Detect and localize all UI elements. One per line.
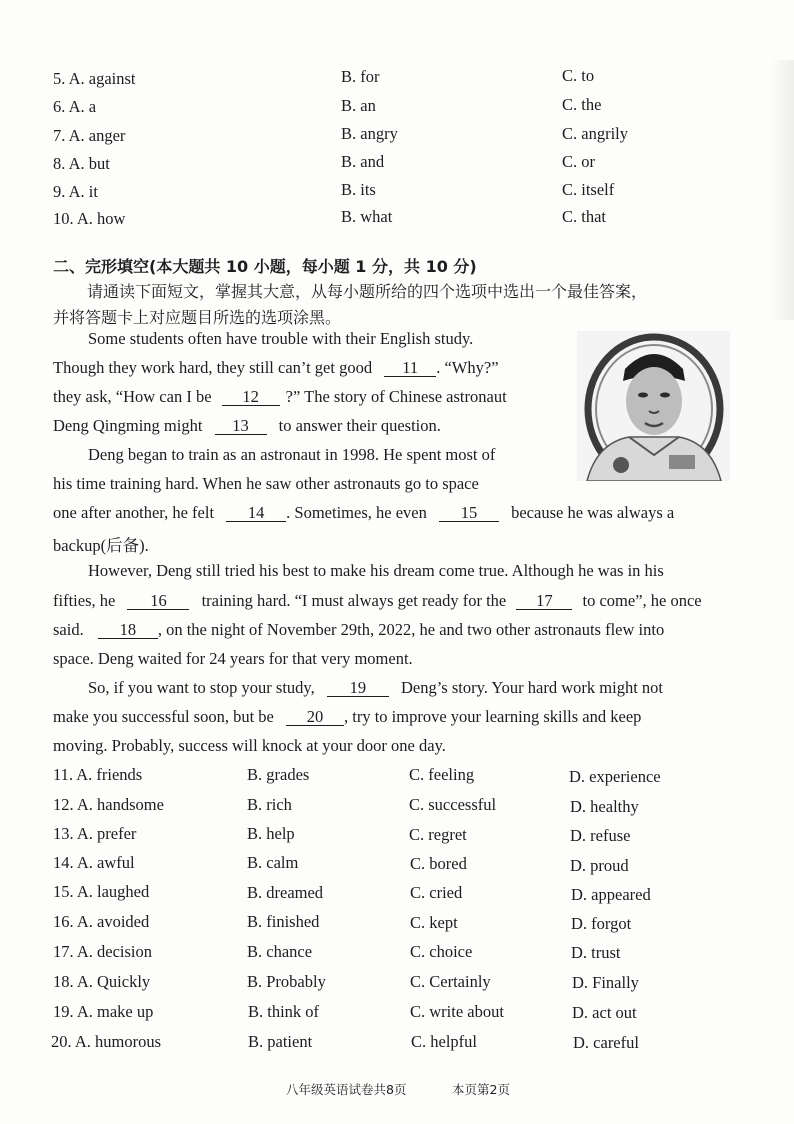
blank-17: 17 bbox=[516, 593, 572, 610]
passage-line: space. Deng waited for 24 years for that very moment. bbox=[53, 649, 413, 668]
option-8c: C. or bbox=[562, 152, 595, 171]
passage-line: moving. Probably, success will knock at your door one day. bbox=[53, 736, 446, 755]
option-14a: 14. A. awful bbox=[53, 853, 135, 872]
scan-edge-shadow bbox=[770, 60, 794, 320]
option-16a: 16. A. avoided bbox=[53, 912, 150, 931]
passage-line: However, Deng still tried his best to make his dream come true. Although he was in his bbox=[88, 561, 664, 580]
blank-14: 14 bbox=[226, 505, 286, 522]
option-20d: D. careful bbox=[573, 1033, 639, 1052]
option-11d: D. experience bbox=[569, 767, 661, 786]
option-6a: 6. A. a bbox=[53, 97, 97, 116]
option-14c: C. bored bbox=[410, 854, 467, 873]
blank-16: 16 bbox=[127, 593, 189, 610]
option-5c: C. to bbox=[562, 66, 595, 85]
option-18d: D. Finally bbox=[572, 973, 639, 992]
option-18a: 18. A. Quickly bbox=[53, 972, 151, 991]
passage-line: Deng Qingming might 13 to answer their question. bbox=[53, 416, 441, 435]
option-10b: B. what bbox=[341, 207, 393, 226]
option-5a: 5. A. against bbox=[53, 69, 136, 88]
option-13b: B. help bbox=[247, 824, 295, 843]
option-7c: C. angrily bbox=[562, 124, 628, 143]
blank-20: 20 bbox=[286, 709, 344, 726]
option-5b: B. for bbox=[341, 67, 380, 86]
option-8b: B. and bbox=[341, 152, 385, 171]
option-20c: C. helpful bbox=[411, 1032, 477, 1051]
option-12b: B. rich bbox=[247, 795, 292, 814]
option-20b: B. patient bbox=[248, 1032, 313, 1051]
option-17a: 17. A. decision bbox=[53, 942, 152, 961]
option-15a: 15. A. laughed bbox=[53, 882, 150, 901]
option-15b: B. dreamed bbox=[247, 883, 324, 902]
option-18b: B. Probably bbox=[247, 972, 326, 991]
option-18c: C. Certainly bbox=[410, 972, 491, 991]
passage-line: backup(后备). bbox=[53, 536, 149, 555]
blank-19: 19 bbox=[327, 680, 389, 697]
option-19b: B. think of bbox=[248, 1002, 320, 1021]
option-14b: B. calm bbox=[247, 853, 299, 872]
option-11c: C. feeling bbox=[409, 765, 475, 784]
instruction-line-2: 并将答题卡上对应题目所选的选项涂黑。 bbox=[53, 308, 342, 327]
option-6b: B. an bbox=[341, 96, 376, 115]
option-6c: C. the bbox=[562, 95, 602, 114]
footer-page-number: 本页第2页 bbox=[452, 1082, 510, 1097]
blank-15: 15 bbox=[439, 505, 499, 522]
option-19a: 19. A. make up bbox=[53, 1002, 154, 1021]
option-17b: B. chance bbox=[247, 942, 313, 961]
blank-18: 18 bbox=[98, 622, 158, 639]
option-12a: 12. A. handsome bbox=[53, 795, 164, 814]
instruction-line-1: 请通读下面短文，掌握其大意，从每小题所给的四个选项中选出一个最佳答案， bbox=[87, 282, 648, 301]
option-17d: D. trust bbox=[571, 943, 621, 962]
blank-11: 11 bbox=[384, 360, 436, 377]
passage-line: fifties, he 16 training hard. “I must always get ready for the 17 to come”, he once bbox=[53, 591, 702, 610]
option-9c: C. itself bbox=[562, 180, 615, 199]
section-heading: 二、完形填空(本大题共 10 小题，每小题 1 分，共 10 分) bbox=[53, 257, 477, 276]
passage-line: make you successful soon, but be 20 , try to improve your learning skills and keep bbox=[53, 707, 642, 726]
passage-line: said. 18 , on the night of November 29th, 2022, he and two other astronauts flew into bbox=[53, 620, 665, 639]
passage-line: Though they work hard, they still can’t get good 11 . “Why?” bbox=[53, 358, 499, 377]
option-9a: 9. A. it bbox=[53, 182, 98, 201]
option-13d: D. refuse bbox=[570, 826, 631, 845]
option-10a: 10. A. how bbox=[53, 209, 126, 228]
option-19d: D. act out bbox=[572, 1003, 637, 1022]
option-13c: C. regret bbox=[409, 825, 467, 844]
passage-line: Deng began to train as an astronaut in 1998. He spent most of bbox=[88, 445, 496, 464]
option-11b: B. grades bbox=[247, 765, 310, 784]
option-16d: D. forgot bbox=[571, 914, 632, 933]
option-15c: C. cried bbox=[410, 883, 463, 902]
option-10c: C. that bbox=[562, 207, 606, 226]
passage-line: one after another, he felt 14 . Sometimes, he even 15 because he was always a bbox=[53, 503, 675, 522]
option-8a: 8. A. but bbox=[53, 154, 110, 173]
option-9b: B. its bbox=[341, 180, 376, 199]
option-20a: 20. A. humorous bbox=[51, 1032, 162, 1051]
astronaut-photo bbox=[577, 331, 730, 481]
option-11a: 11. A. friends bbox=[53, 765, 143, 784]
option-16b: B. finished bbox=[247, 912, 320, 931]
passage-line: they ask, “How can I be 12 ?” The story of Chinese astronaut bbox=[53, 387, 507, 406]
option-12d: D. healthy bbox=[570, 797, 639, 816]
passage-line: Some students often have trouble with their English study. bbox=[88, 329, 474, 348]
option-17c: C. choice bbox=[410, 942, 473, 961]
option-7a: 7. A. anger bbox=[53, 126, 126, 145]
footer-total-pages: 八年级英语试卷共8页 bbox=[286, 1082, 407, 1097]
option-13a: 13. A. prefer bbox=[53, 824, 137, 843]
option-19c: C. write about bbox=[410, 1002, 504, 1021]
option-14d: D. proud bbox=[570, 856, 629, 875]
option-15d: D. appeared bbox=[571, 885, 651, 904]
option-12c: C. successful bbox=[409, 795, 497, 814]
blank-12: 12 bbox=[222, 389, 280, 406]
passage-line: his time training hard. When he saw other astronauts go to space bbox=[53, 474, 479, 493]
option-7b: B. angry bbox=[341, 124, 398, 143]
option-16c: C. kept bbox=[410, 913, 458, 932]
blank-13: 13 bbox=[215, 418, 267, 435]
passage-line: So, if you want to stop your study, 19 Deng’s story. Your hard work might not bbox=[88, 678, 663, 697]
